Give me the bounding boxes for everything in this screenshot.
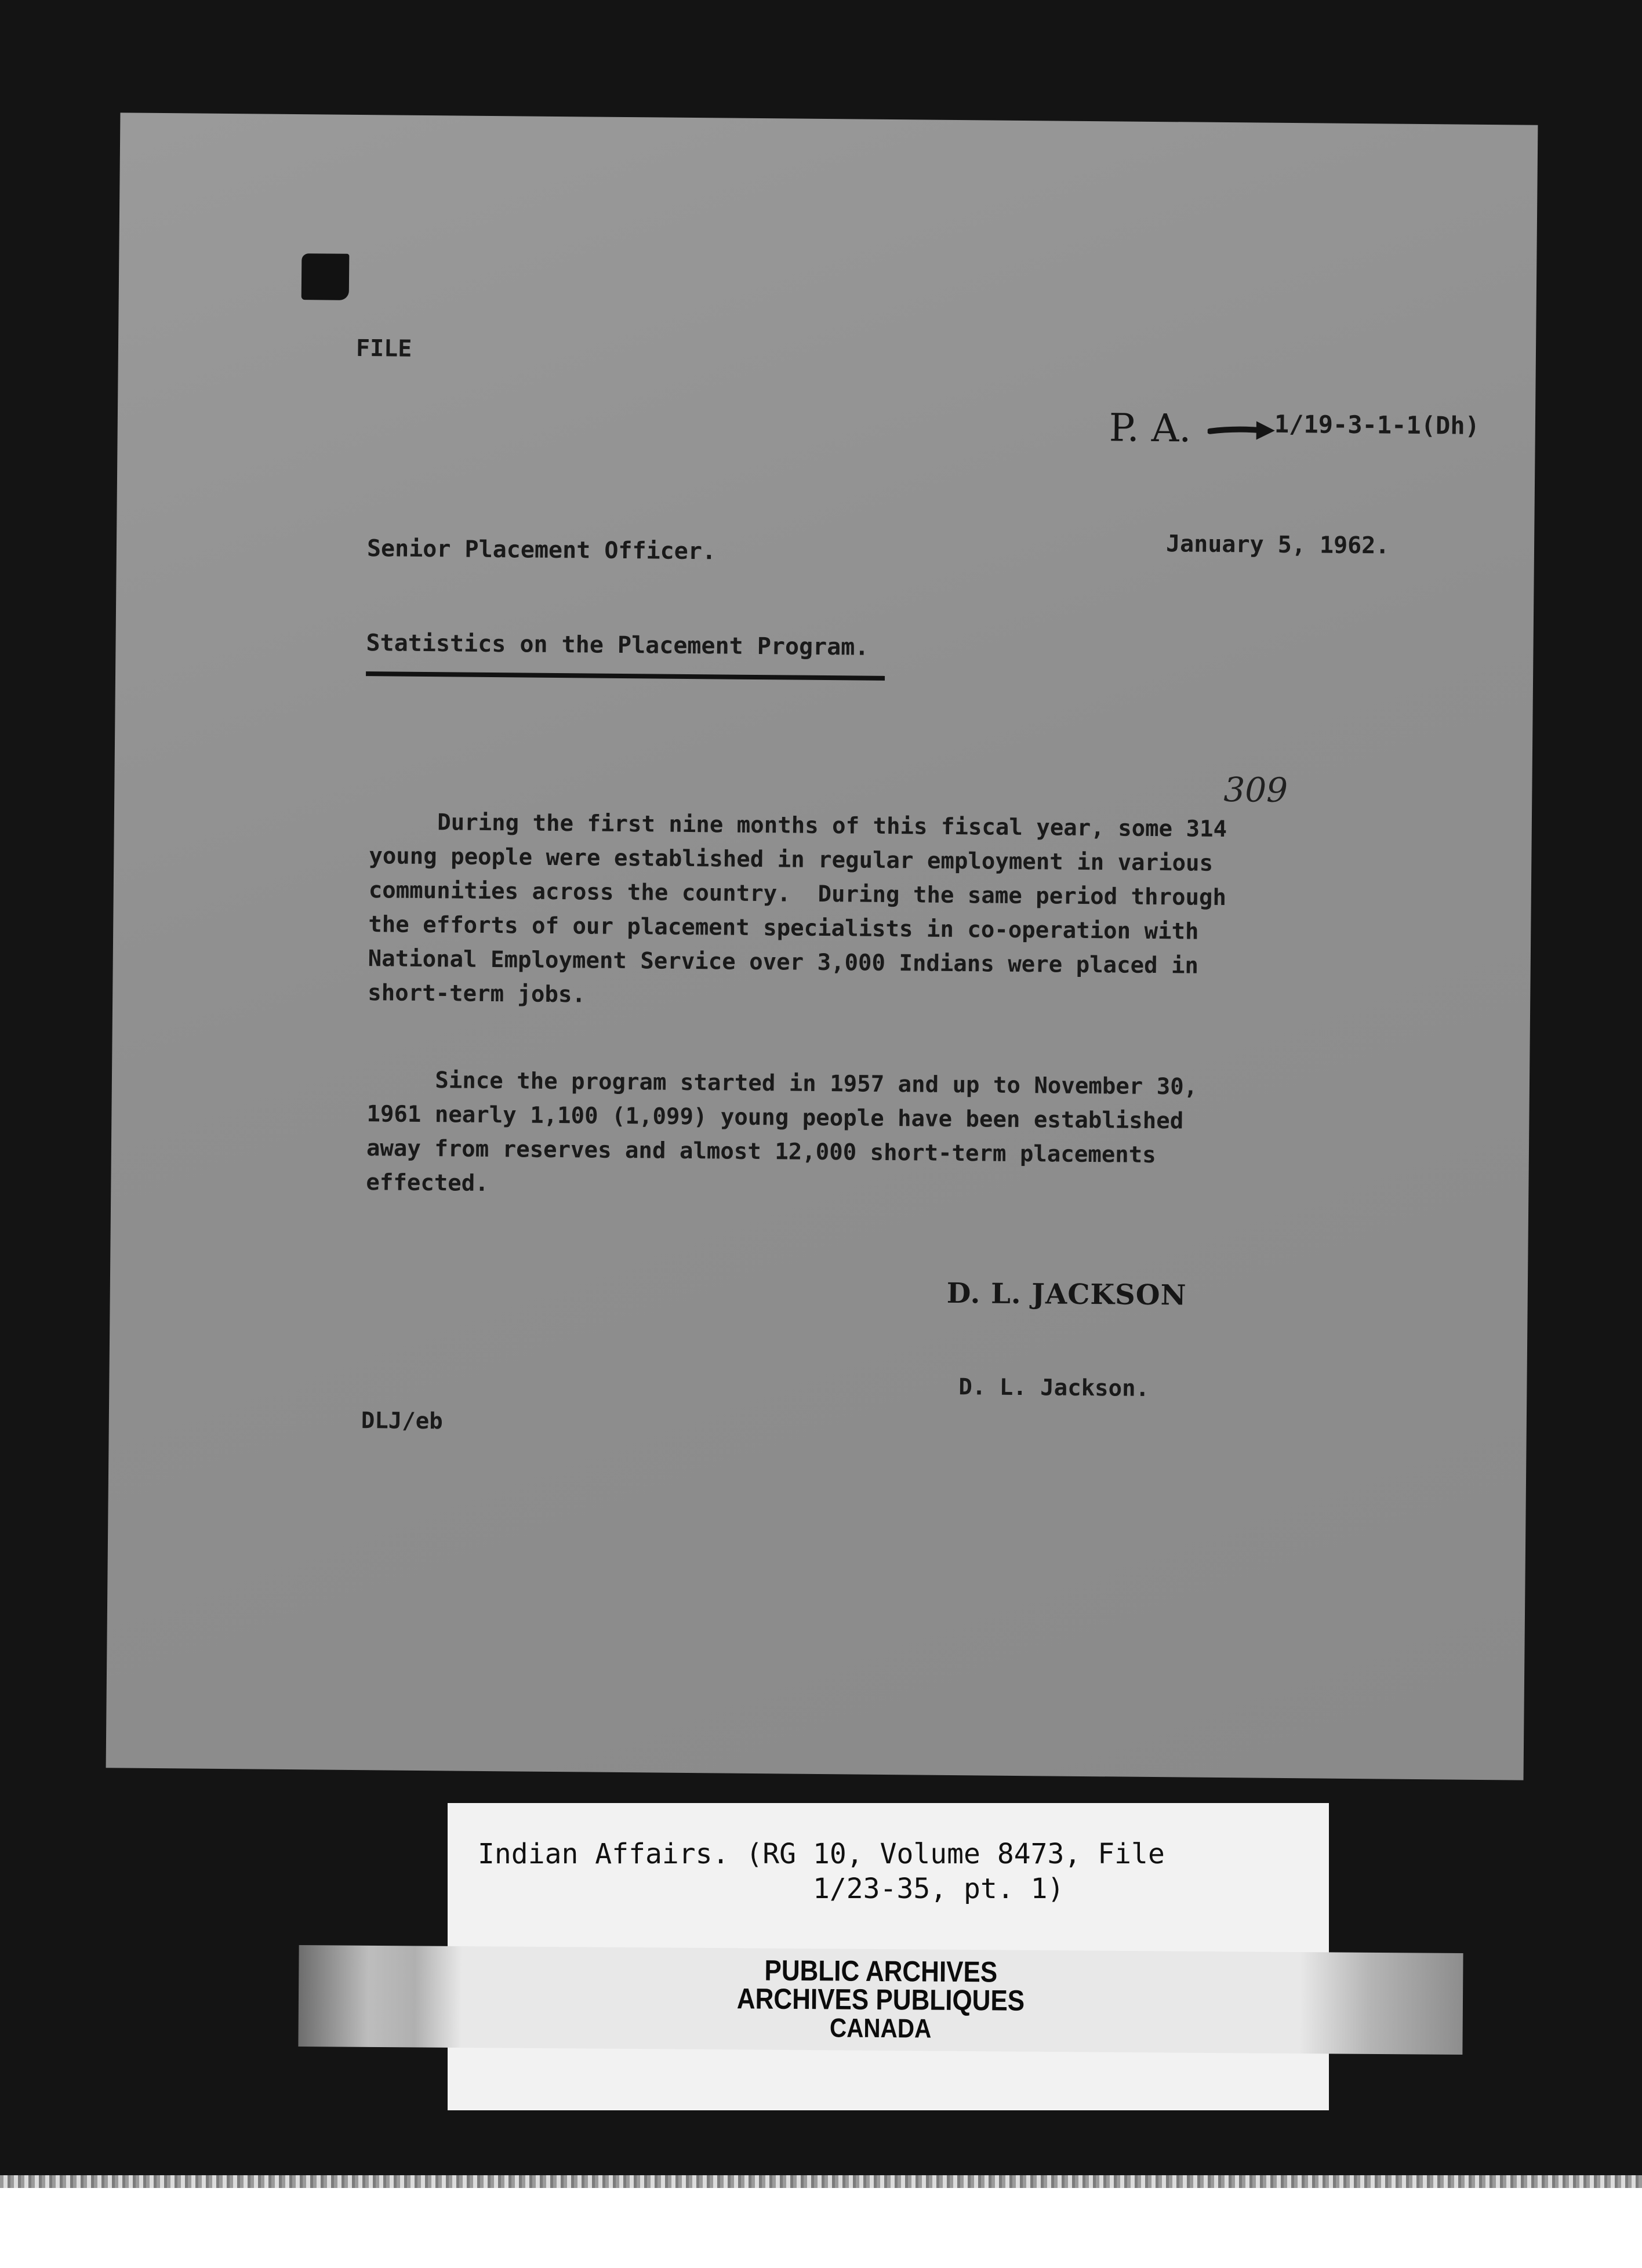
handwritten-correction: 309 [1223,770,1288,810]
film-edge [0,2175,1642,2188]
signature-stamp: D. L. JACKSON [946,1277,1187,1312]
letter-date: January 5, 1962. [1165,530,1390,559]
archive-line-country: CANADA [829,2012,932,2044]
archive-reference-text: Indian Affairs. (RG 10, Volume 8473, File 1/23-35, pt. 1) [478,1838,1165,1905]
arrow-icon [1208,415,1277,445]
file-label: FILE [355,335,412,362]
subject-underline [366,671,885,681]
body-paragraph-2: Since the program started in 1957 and up to November 30, 1961 nearly 1,100 (1,099) young people have been established away from reserves and almost 12,000 short-term placements effected. [366,1067,1198,1197]
subject-line: Statistics on the Placement Program. [366,630,869,661]
public-archives-strip [298,1945,1463,2055]
recipient-line: Senior Placement Officer. [366,535,717,565]
typist-initials: DLJ/eb [361,1408,443,1435]
archive-line-english: PUBLIC ARCHIVES [764,1954,998,1989]
punch-hole-mark [301,253,350,300]
pa-stamp: P. A. [1109,405,1191,451]
archive-stamp-text [368,1954,1393,2046]
document-page [106,112,1538,1780]
typed-signature-name: D. L. Jackson. [958,1374,1150,1402]
body-paragraph-1: During the first nine months of this fiscal year, some 314 young people were established in regular employment in various communities across the country. During the same period through the efforts of our placement specialists in co-operation with National Employment Service over 3,000 Indians were placed in short-term jobs. [368,809,1227,1008]
file-number: 1/19-3-1-1(Dh) [1274,409,1480,440]
archive-line-french: ARCHIVES PUBLIQUES [736,1982,1025,2017]
